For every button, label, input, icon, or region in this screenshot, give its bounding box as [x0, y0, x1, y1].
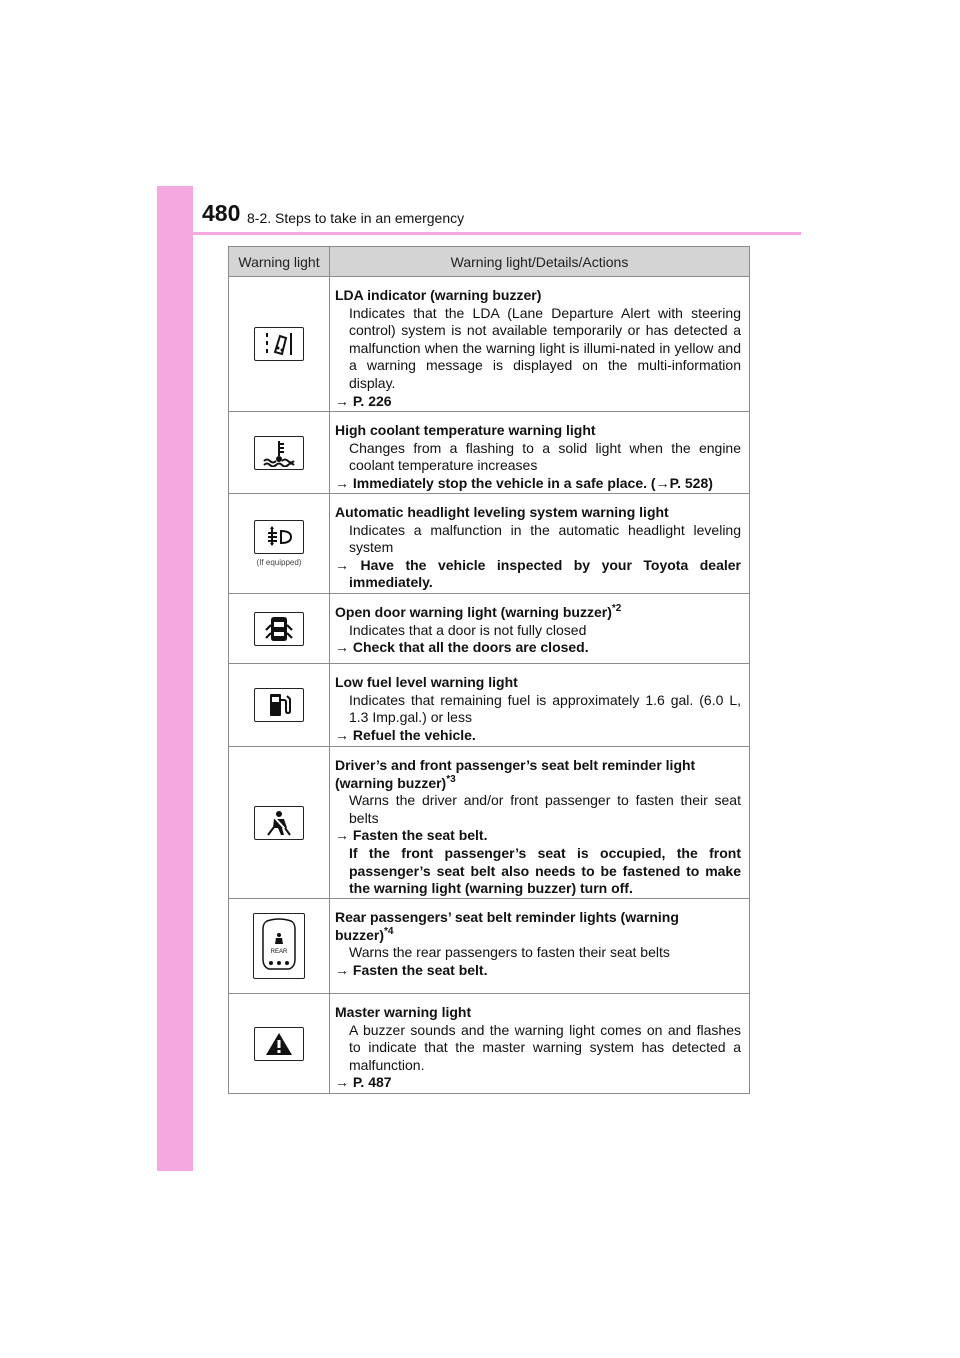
warning-title: Master warning light [335, 1004, 472, 1020]
arrow-icon: → [655, 474, 670, 491]
arrow-icon: → [335, 961, 349, 978]
fuel-pump-icon [254, 688, 304, 722]
arrow-icon: → [335, 1074, 349, 1091]
details-cell [330, 994, 749, 1093]
warning-action: Immediately stop the vehicle in a safe place. ( [352, 474, 656, 491]
page-reference-link[interactable]: P. 528) [669, 474, 713, 491]
table-row [229, 899, 749, 994]
icon-cell [229, 664, 330, 746]
warning-description: Indicates that the LDA (Lane Departure Alert with steering control) system is not available temporarily or has detected a malfunction when the warning light is illumi-nated in yellow and a warning message is displayed on the multi-information display. [349, 304, 741, 391]
arrow-icon: → [335, 392, 349, 409]
details-cell [330, 899, 749, 993]
warning-description: Changes from a flashing to a solid light when the engine coolant temperature increases [349, 439, 741, 474]
warning-title: Automatic headlight leveling system warning light [335, 504, 669, 520]
headlight-leveling-icon [254, 520, 304, 554]
arrow-icon: → [335, 827, 349, 844]
rear-label: REAR [270, 949, 288, 955]
page-reference-link[interactable]: P. 487 [352, 1074, 392, 1091]
warning-title: Rear passengers’ seat belt reminder lights (warning buzzer) [335, 909, 679, 943]
table-row [229, 664, 749, 747]
warning-title: High coolant temperature warning light [335, 422, 596, 438]
warning-title: Low fuel level warning light [335, 674, 518, 690]
icon-cell [229, 994, 330, 1093]
table-row [229, 494, 749, 594]
icon-note: (If equipped) [256, 558, 302, 567]
column-header-warning-light: Warning light [229, 247, 330, 276]
warning-action-note: If the front passenger’s seat is occupied, the front passenger’s seat belt also needs to be fastened to make the warning light (warning buzzer) turn off. [349, 844, 741, 897]
warning-description: Warns the driver and/or front passenger to fasten their seat belts [349, 792, 741, 826]
coolant-temperature-icon [254, 436, 304, 470]
icon-cell [229, 747, 330, 898]
page-number: 480 [202, 200, 241, 226]
details-cell [330, 494, 749, 593]
column-header-details: Warning light/Details/Actions [450, 253, 629, 270]
warning-description: Warns the rear passengers to fasten their seat belts [349, 944, 670, 961]
table-row [229, 412, 749, 494]
table-row [229, 277, 749, 412]
icon-cell [229, 277, 330, 411]
master-warning-icon [254, 1027, 304, 1061]
icon-cell [229, 899, 330, 993]
details-cell [330, 594, 749, 663]
footnote-marker: *3 [446, 773, 456, 785]
warning-action: Have the vehicle inspected by your Toyota dealer immediately. [349, 556, 741, 591]
table-row [229, 994, 749, 1093]
chapter-side-band [157, 186, 193, 1171]
details-cell [330, 747, 749, 898]
icon-cell [229, 594, 330, 663]
footnote-marker: *2 [611, 603, 622, 614]
warning-title: Driver’s and front passenger’s seat belt reminder light (warning buzzer) [335, 757, 696, 791]
warning-description: Indicates that remaining fuel is approximately 1.6 gal. (6.0 L, 1.3 Imp.gal.) or less [349, 691, 741, 726]
warning-action: Fasten the seat belt. [352, 961, 488, 978]
seat-belt-icon [254, 806, 304, 840]
table-header [229, 247, 749, 277]
rear-seat-belt-icon [253, 913, 305, 979]
warning-description: A buzzer sounds and the warning light comes on and flashes to indicate that the master warning system has detected a malfunction. [349, 1021, 741, 1073]
section-title: 8-2. Steps to take in an emergency [247, 210, 465, 226]
warning-action: Fasten the seat belt. [352, 827, 488, 844]
warning-description: Indicates that a door is not fully closed [349, 621, 587, 638]
table-row [229, 594, 749, 664]
arrow-icon: → [335, 726, 349, 743]
page-reference-link[interactable]: P. 226 [352, 392, 392, 409]
warning-description: Indicates a malfunction in the automatic headlight leveling system [349, 521, 741, 556]
warning-title: Open door warning light (warning buzzer) [335, 604, 612, 620]
open-door-icon [254, 612, 304, 646]
arrow-icon: → [335, 556, 349, 573]
table-row [229, 747, 749, 899]
details-cell [330, 277, 749, 411]
header-rule [157, 232, 801, 235]
warning-action: Refuel the vehicle. [352, 726, 476, 743]
warning-title: LDA indicator (warning buzzer) [335, 287, 542, 303]
warning-action: Check that all the doors are closed. [352, 639, 589, 656]
warning-light-table [228, 246, 750, 1094]
details-cell [330, 412, 749, 493]
icon-cell [229, 412, 330, 493]
details-cell [330, 664, 749, 746]
icon-cell [229, 494, 330, 593]
arrow-icon: → [335, 474, 349, 491]
footnote-marker: *4 [384, 925, 394, 937]
lane-departure-icon [254, 327, 304, 361]
arrow-icon: → [335, 639, 349, 656]
